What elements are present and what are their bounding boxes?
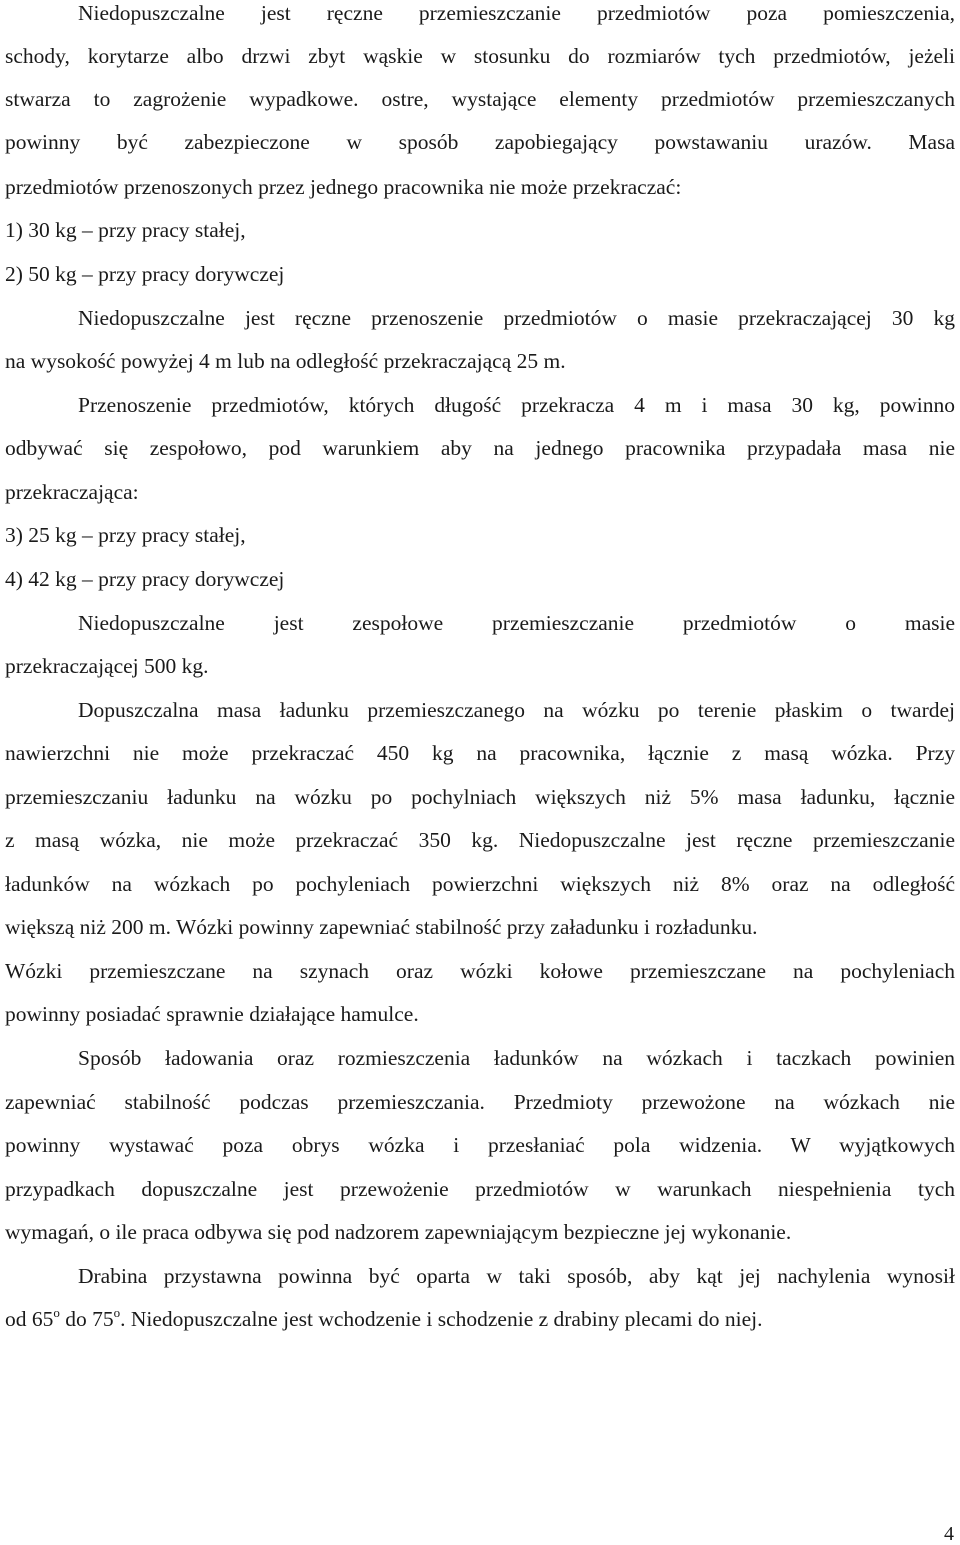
list-item: 4) 42 kg – przy pracy dorywczej <box>5 567 285 591</box>
text-line: Sposób ładowania oraz rozmieszczenia ładunków na wózkach i taczkach powinien <box>78 1046 955 1070</box>
text-line: powinny posiadać sprawnie działające hamulce. <box>5 1002 419 1026</box>
degree-superscript: o <box>53 1305 60 1320</box>
text-line: zapewniać stabilność podczas przemieszczania. Przedmioty przewożone na wózkach nie <box>5 1090 955 1114</box>
text-line: przekraczającej 500 kg. <box>5 654 209 678</box>
text-line: większą niż 200 m. Wózki powinny zapewniać stabilność przy załadunku i rozładunku. <box>5 915 758 939</box>
text-line: odbywać się zespołowo, pod warunkiem aby na jednego pracownika przypadała masa nie <box>5 436 955 460</box>
text-line: przekraczająca: <box>5 480 139 504</box>
text-part: do 75 <box>59 1307 114 1331</box>
text-line: wymagań, o ile praca odbywa się pod nadzorem zapewniającym bezpieczne jej wykonanie. <box>5 1220 792 1244</box>
text-line: Niedopuszczalne jest ręczne przenoszenie przedmiotów o masie przekraczającej 30 kg <box>78 306 955 330</box>
list-item: 1) 30 kg – przy pracy stałej, <box>5 218 246 242</box>
text-line: przypadkach dopuszczalne jest przewożenie przedmiotów w warunkach niespełnienia tych <box>5 1177 955 1201</box>
degree-superscript: o <box>113 1305 121 1320</box>
text-line: nawierzchni nie może przekraczać 450 kg na pracownika, łącznie z masą wózka. Przy <box>5 741 955 765</box>
text-line: na wysokość powyżej 4 m lub na odległość przekraczającą 25 m. <box>5 349 566 373</box>
list-item: 2) 50 kg – przy pracy dorywczej <box>5 262 285 286</box>
text-line: przemieszczaniu ładunku na wózku po pochylniach większych niż 5% masa ładunku, łącznie <box>5 785 955 809</box>
text-line: przedmiotów przenoszonych przez jednego pracownika nie może przekraczać: <box>5 175 682 199</box>
text-line: schody, korytarze albo drzwi zbyt wąskie w stosunku do rozmiarów tych przedmiotów, jeżeli <box>5 44 955 68</box>
text-part: od 65 <box>5 1307 54 1331</box>
text-line: ładunków na wózkach po pochyleniach powierzchni większych niż 8% oraz na odległość <box>5 872 955 896</box>
text-line: z masą wózka, nie może przekraczać 350 kg. Niedopuszczalne jest ręczne przemieszczanie <box>5 828 955 852</box>
text-line: Wózki przemieszczane na szynach oraz wózki kołowe przemieszczane na pochyleniach <box>5 959 955 983</box>
text-line <box>5 1307 955 1331</box>
text-part: . Niedopuszczalne jest wchodzenie i schodzenie z drabiny plecami do niej. <box>120 1307 763 1331</box>
text-line: stwarza to zagrożenie wypadkowe. ostre, wystające elementy przedmiotów przemieszczanych <box>5 87 955 111</box>
text-line: Niedopuszczalne jest ręczne przemieszczanie przedmiotów poza pomieszczenia, <box>78 1 955 25</box>
text-line: Drabina przystawna powinna być oparta w taki sposób, aby kąt jej nachylenia wynosił <box>78 1264 955 1288</box>
text-line: powinny wystawać poza obrys wózka i przesłaniać pola widzenia. W wyjątkowych <box>5 1133 955 1157</box>
page-number: 4 <box>944 1523 954 1545</box>
text-line: powinny być zabezpieczone w sposób zapobiegający powstawaniu urazów. Masa <box>5 130 955 154</box>
text-line: Niedopuszczalne jest zespołowe przemieszczanie przedmiotów o masie <box>78 611 955 635</box>
text-line: Dopuszczalna masa ładunku przemieszczanego na wózku po terenie płaskim o twardej <box>78 698 955 722</box>
text-line: Przenoszenie przedmiotów, których długość przekracza 4 m i masa 30 kg, powinno <box>78 393 955 417</box>
list-item: 3) 25 kg – przy pracy stałej, <box>5 523 246 547</box>
